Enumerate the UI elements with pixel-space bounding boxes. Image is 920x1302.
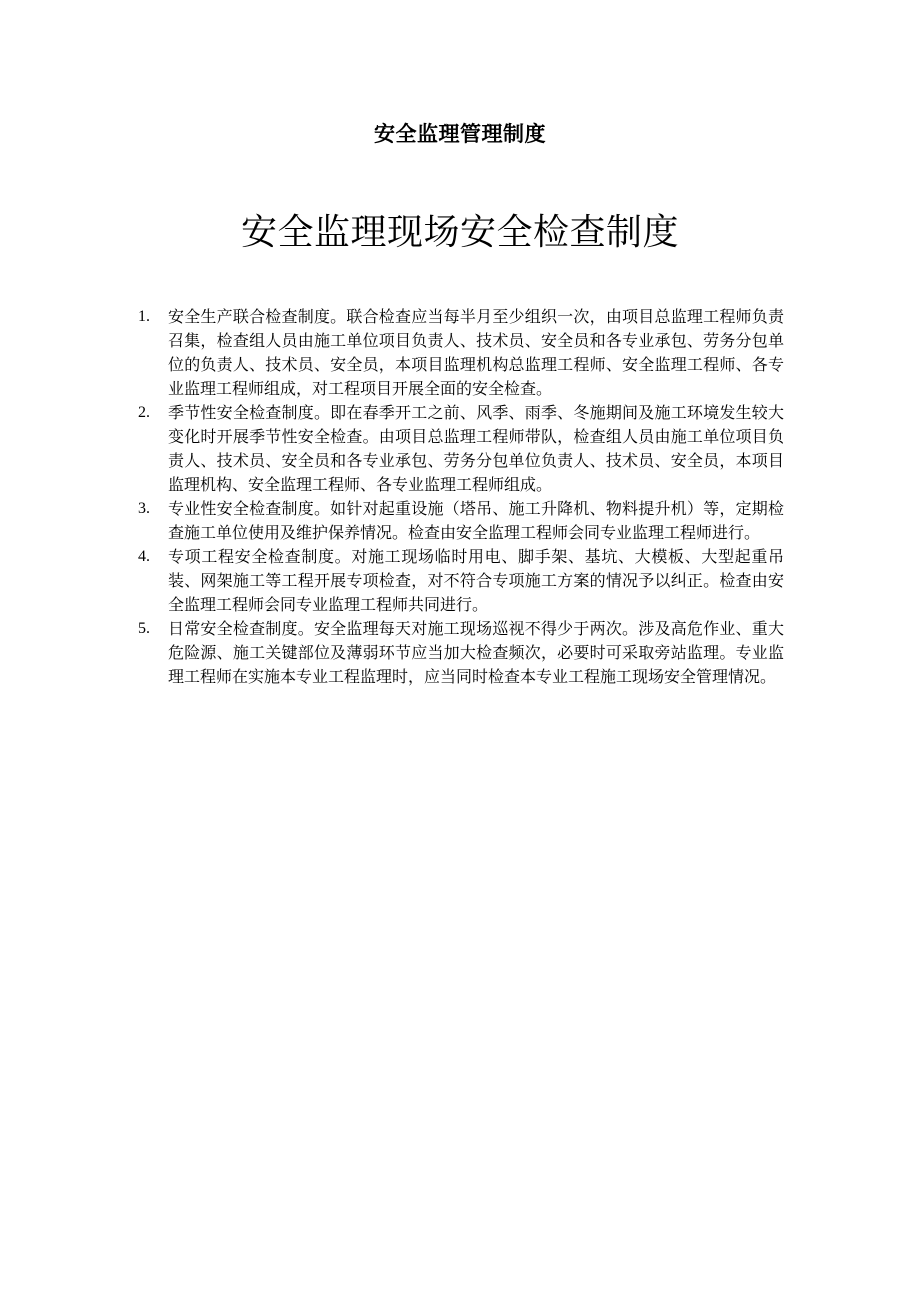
item-number: 1. <box>138 308 150 325</box>
section-heading: 安全监理现场安全检查制度 <box>240 212 679 253</box>
list-item <box>138 617 784 689</box>
item-number: 3. <box>138 500 150 517</box>
list-item <box>138 305 784 401</box>
item-text: 季节性安全检查制度。即在春季开工之前、风季、雨季、冬施期间及施工环境发生较大变化时开展季节性安全检查。由项目总监理工程师带队，检查组人员由施工单位项目负责人、技术员、安全员和各专业承包、劳务分包单位负责人、技术员、安全员，本项目监理机构、安全监理工程师、各专业监理工程师组成。 <box>168 403 784 494</box>
item-number: 2. <box>138 404 150 421</box>
item-text: 专业性安全检查制度。如针对起重设施（塔吊、施工升降机、物料提升机）等，定期检查施工单位使用及维护保养情况。检查由安全监理工程师会同专业监理工程师进行。 <box>168 499 784 542</box>
inspection-rules-list <box>138 305 784 689</box>
document-title: 安全监理管理制度 <box>374 122 546 146</box>
list-item <box>138 545 784 617</box>
item-number: 5. <box>138 620 150 637</box>
list-item <box>138 401 784 497</box>
item-text: 安全生产联合检查制度。联合检查应当每半月至少组织一次，由项目总监理工程师负责召集，检查组人员由施工单位项目负责人、技术员、安全员和各专业承包、劳务分包单位的负责人、技术员、安全员，本项目监理机构总监理工程师、安全监理工程师、各专业监理工程师组成，对工程项目开展全面的安全检查。 <box>168 307 784 398</box>
item-text: 日常安全检查制度。安全监理每天对施工现场巡视不得少于两次。涉及高危作业、重大危险源、施工关键部位及薄弱环节应当加大检查频次，必要时可采取旁站监理。专业监理工程师在实施本专业工程监理时，应当同时检查本专业工程施工现场安全管理情况。 <box>168 619 784 686</box>
item-text: 专项工程安全检查制度。对施工现场临时用电、脚手架、基坑、大模板、大型起重吊装、网架施工等工程开展专项检查，对不符合专项施工方案的情况予以纠正。检查由安全监理工程师会同专业监理工程师共同进行。 <box>168 547 784 614</box>
item-number: 4. <box>138 548 150 565</box>
list-item <box>138 497 784 545</box>
